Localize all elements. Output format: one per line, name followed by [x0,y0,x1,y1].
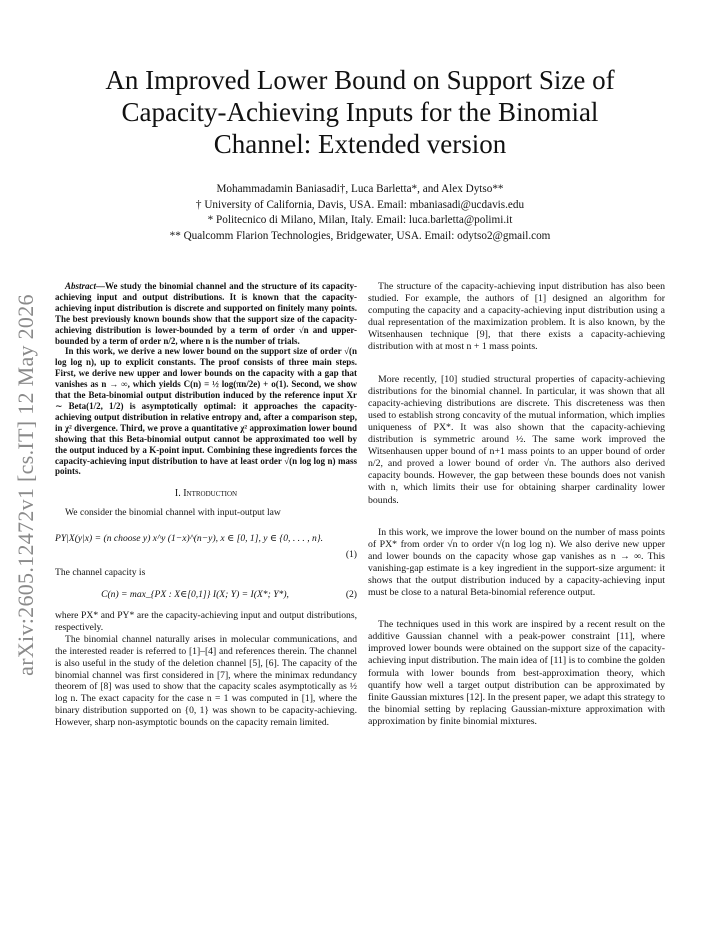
intro-paragraph-3: where PX* and PY* are the capacity-achieving input and output distributions, respectively. [55,610,357,634]
intro-paragraph-4: The binomial channel naturally arises in molecular communications, and the interested reader is referred to [1]–[4] and references therein. The channel is also useful in the study of the deletion channel [5], [6]. The capacity of the binomial channel was first considered in [7], where the minimax redundancy theorem of [8] was used to show that the capacity scales asymptotically as ½ log n. The exact capacity for the case n = 1 was computed in [1], where the binary distribution supported on {0, 1} was shown to be capacity-achieving. However, sharp non-asymptotic bounds on the capacity remain limited. [55,634,357,728]
abstract-paragraph-1: We study the binomial channel and the structure of its capacity-achieving input and output distributions. It is known that the capacity-achieving input distribution is discrete and supported on finitely many points. The best previously known bounds show that the support size of the capacity-achieving distribution is lower-bounded by a term of order √n and upper-bounded by a term of order n/2, where n is the number of trials. [55,281,357,346]
abstract-label: Abstract— [65,281,106,291]
abstract-paragraph-2: In this work, we derive a new lower bound on the support size of order √(n log log n), up to explicit constants. The proof consists of three main steps. First, we derive new upper and lower bounds on the capacity with a gap that vanishes as n → ∞, which yields C(n) = ½ log(πn/2e) + o(1). Second, we show that the Beta-binomial output distribution induced by the reference input Xr ∼ Beta(1/2, 1/2) is asymptotically optimal: it approaches the capacity-achieving output distribution in relative entropy and, after a comparison step, in χ² divergence. Third, we prove a quantitative χ² approximation lower bound showing that this Beta-binomial output cannot be approximated too well by the output induced by a K-point input. Combining these ingredients forces the capacity-achieving input distribution to have at least order √(n log log n) mass points. [55,346,357,477]
equation-2-number: (2) [345,588,357,600]
right-column [368,281,665,748]
author-block [60,182,660,244]
equation-1 [55,533,357,545]
affiliation-1: † University of California, Davis, USA. Email: mbaniasadi@ucdavis.edu [195,198,525,211]
right-paragraph-2: More recently, [10] studied structural properties of capacity-achieving distributions for the binomial channel. In particular, it was shown that all capacity-achieving distributions are discrete. This discreteness was then used to establish strong concavity of the mutual information, which implies uniqueness of PX*. It was also shown that the capacity-achieving distribution is symmetric around ½. The same work improved the Witsenhausen upper bound of n+1 mass points to an upper bound of order n/2, and proved a lower bound of order √n. The authors also derived capacity bounds. However, the gap between these bounds does not vanish with n, which limits their use for obtaining sharper cardinality lower bounds. [368,373,665,506]
equation-1-number: (1) [345,548,357,560]
equation-2 [55,589,357,601]
equation-2-body: C(n) = max_{PX : X∈[0,1]} I(X; Y) = I(X*; Y*), [101,588,289,600]
author-names: Mohammadamin Baniasadi†, Luca Barletta*, and Alex Dytso** [216,183,504,195]
arxiv-stamp: arXiv:2605.12472v1 [cs.IT] 12 May 2026 [13,294,38,676]
paper-title: An Improved Lower Bound on Support Size of Capacity-Achieving Inputs for the Binomial Channel: Extended version [105,65,615,159]
affiliation-2: * Politecnico di Milano, Milan, Italy. Email: luca.barletta@polimi.it [207,214,513,226]
right-paragraph-4: The techniques used in this work are inspired by a recent result on the additive Gaussian channel with a peak-power constraint [11], where improved lower bounds were obtained on the support size of the capacity-achieving input distribution. The main idea of [11] is to combine the golden formula with lower bounds from best-approximation theory, which quantify how well a target output distribution can be approximated by finite Gaussian mixtures [12]. In the present paper, we adapt this strategy to the binomial setting by replacing Gaussian-mixture approximation with approximation by finite binomial mixtures. [368,619,665,727]
affiliation-3: ** Qualcomm Flarion Technologies, Bridgewater, USA. Email: odytso2@gmail.com [169,229,551,242]
abstract [55,281,357,477]
equation-1-body: PY|X(y|x) = (n choose y) x^y (1−x)^(n−y), x ∈ [0, 1], y ∈ {0, . . . , n}. [55,533,324,544]
section-heading-introduction: I. Introduction [174,488,238,500]
intro-paragraph-2: The channel capacity is [55,566,146,578]
intro-paragraph-1: We consider the binomial channel with input-output law [65,507,281,519]
left-column [55,281,357,729]
right-paragraph-3: In this work, we improve the lower bound on the number of mass points of PX* from order √n to order √(n log log n). We also derive new upper and lower bounds on the capacity whose gap vanishes as n → ∞. This vanishing-gap estimate is a key ingredient in the support-size argument: it shows that the output distribution induced by a capacity-achieving input must be close to a natural Beta-binomial reference output. [368,526,665,599]
right-paragraph-1: The structure of the capacity-achieving input distribution has also been studied. For example, the authors of [1] designed an algorithm for computing the capacity and a capacity-achieving input distribution using a dual representation of the maximization problem. It is also known, by the Witsenhausen technique [9], that there exists a capacity-achieving distribution with at most n + 1 mass points. [368,281,665,353]
